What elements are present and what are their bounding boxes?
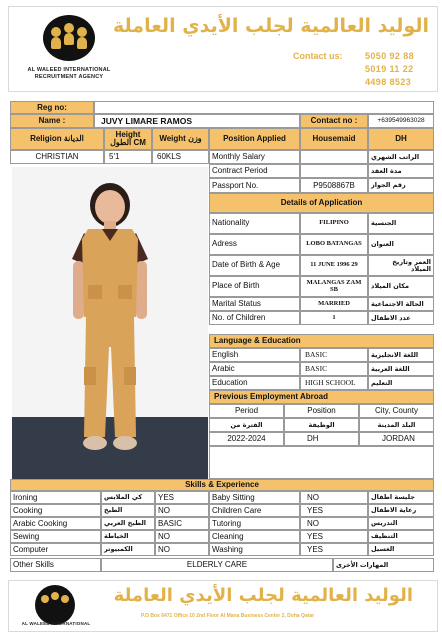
application-field-label: Adress bbox=[209, 234, 300, 255]
application-field-arabic: الحالة الاجتماعية bbox=[368, 297, 434, 311]
page-header bbox=[8, 6, 438, 92]
skills-heading: Skills & Experience bbox=[10, 479, 434, 491]
passport-no-arabic: رقم الجواز bbox=[368, 178, 434, 193]
application-field-label: Place of Birth bbox=[209, 276, 300, 297]
footer-arabic-title: الوليد العالمية لجلب الأيدي العاملة bbox=[113, 585, 413, 606]
employment-column-header: Period bbox=[209, 404, 284, 418]
application-field-label: No. of Children bbox=[209, 311, 300, 325]
skill-value: NO bbox=[300, 517, 368, 530]
religion-header: Religion الديانة bbox=[10, 128, 104, 150]
position-value: Housemaid bbox=[300, 128, 368, 150]
logo-text-line2: RECRUITMENT AGENCY bbox=[34, 74, 104, 80]
employment-column-header: Position bbox=[284, 404, 359, 418]
logo-text-line1: AL WALEED INTERNATIONAL bbox=[27, 67, 111, 73]
skill-value: YES bbox=[300, 530, 368, 543]
phone-2: 5019 11 22 bbox=[365, 64, 414, 74]
position-applied-header: Position Applied bbox=[209, 128, 300, 150]
other-skills-value: ELDERLY CARE bbox=[101, 558, 333, 572]
applicant-photo bbox=[12, 167, 208, 479]
height-header-sub: الطول CM bbox=[110, 138, 146, 147]
page-footer bbox=[8, 580, 438, 632]
height-value: 5'1 bbox=[104, 150, 152, 164]
contact-no-value: +639549963028 bbox=[368, 114, 434, 128]
skill-label: Cooking bbox=[10, 504, 101, 517]
application-field-value: 11 JUNE 1996 29 bbox=[300, 255, 368, 276]
religion-value: CHRISTIAN bbox=[10, 150, 104, 164]
application-field-value: MALANGAS ZAM SB bbox=[300, 276, 368, 297]
language-field-arabic: اللغة العربية bbox=[368, 362, 434, 376]
skill-label: Washing bbox=[209, 543, 300, 556]
application-field-label: Nationality bbox=[209, 213, 300, 234]
phone-3: 4498 8523 bbox=[365, 77, 412, 87]
application-field-label: Marital Status bbox=[209, 297, 300, 311]
skill-value: YES bbox=[155, 491, 209, 504]
skill-arabic: التنظيف bbox=[368, 530, 434, 543]
monthly-salary-arabic: الراتب الشهري bbox=[368, 150, 434, 164]
skill-arabic: التدريس bbox=[368, 517, 434, 530]
language-field-arabic: اللغة الانجليزية bbox=[368, 348, 434, 362]
skill-label: Computer bbox=[10, 543, 101, 556]
application-field-arabic: العنوان bbox=[368, 234, 434, 255]
skill-value: NO bbox=[300, 491, 368, 504]
name-label: Name : bbox=[10, 114, 94, 128]
skill-arabic: الطبخ العربي bbox=[101, 517, 155, 530]
application-field-arabic: العمر وتاريخ الميلاد bbox=[368, 255, 434, 276]
employment-cell: JORDAN bbox=[359, 432, 434, 446]
skill-value: BASIC bbox=[155, 517, 209, 530]
employment-cell: DH bbox=[284, 432, 359, 446]
height-header-label: Height bbox=[115, 129, 141, 139]
other-skills-arabic: المهارات الأخرى bbox=[333, 558, 434, 572]
position-code: DH bbox=[368, 128, 434, 150]
skill-label: Arabic Cooking bbox=[10, 517, 101, 530]
skill-label: Children Care bbox=[209, 504, 300, 517]
application-field-value: FILIPINO bbox=[300, 213, 368, 234]
skill-value: YES bbox=[300, 504, 368, 517]
contact-no-label: Contact no : bbox=[300, 114, 368, 128]
passport-no-value: P9508867B bbox=[300, 178, 368, 193]
language-field-value: HIGH SCHOOL bbox=[300, 376, 368, 390]
contract-period-label: Contract Period bbox=[209, 164, 300, 178]
weight-header: Weight وزن bbox=[152, 128, 209, 150]
agency-logo bbox=[13, 11, 125, 89]
language-field-value: BASIC bbox=[300, 348, 368, 362]
weight-value: 60KLS bbox=[152, 150, 209, 164]
employment-heading: Previous Employment Abroad bbox=[209, 390, 434, 404]
skill-value: NO bbox=[155, 530, 209, 543]
employment-cell: 2022-2024 bbox=[209, 432, 284, 446]
application-field-arabic: الجنسية bbox=[368, 213, 434, 234]
language-field-label: Arabic bbox=[209, 362, 300, 376]
reg-no-value bbox=[94, 101, 434, 114]
employment-column-header-arabic: الوظيفة bbox=[284, 418, 359, 432]
monthly-salary-value bbox=[300, 150, 368, 164]
skill-arabic: الطبخ bbox=[101, 504, 155, 517]
skill-label: Baby Sitting bbox=[209, 491, 300, 504]
details-of-application-heading: Details of Application bbox=[209, 193, 434, 213]
employment-column-header-arabic: البلد المدينة bbox=[359, 418, 434, 432]
skill-arabic: الغسيل bbox=[368, 543, 434, 556]
application-field-value: 1 bbox=[300, 311, 368, 325]
employment-empty-area bbox=[209, 446, 434, 479]
footer-logo-icon bbox=[35, 585, 75, 625]
skill-value: NO bbox=[155, 543, 209, 556]
passport-no-label: Passport No. bbox=[209, 178, 300, 193]
name-value: JUVY LIMARE RAMOS bbox=[94, 114, 300, 128]
logo-emblem-icon bbox=[43, 15, 95, 61]
language-field-arabic: التعليم bbox=[368, 376, 434, 390]
contract-period-arabic: مدة العقد bbox=[368, 164, 434, 178]
application-field-arabic: عدد الاطفال bbox=[368, 311, 434, 325]
skill-arabic: كي الملابس bbox=[101, 491, 155, 504]
application-field-value: MARRIED bbox=[300, 297, 368, 311]
skill-arabic: الكمبيوتر bbox=[101, 543, 155, 556]
employment-column-header: City, County bbox=[359, 404, 434, 418]
agency-arabic-title: الوليد العالمية لجلب الأيدي العاملة bbox=[113, 15, 429, 37]
skill-value: YES bbox=[300, 543, 368, 556]
other-skills-label: Other Skills bbox=[10, 558, 101, 572]
height-header bbox=[104, 128, 152, 150]
phone-1: 5050 92 88 bbox=[365, 51, 415, 61]
reg-no-label: Reg no: bbox=[10, 101, 94, 114]
footer-logo-text: AL WALEED INTERNATIONAL bbox=[21, 621, 91, 626]
skill-arabic: الخياطة bbox=[101, 530, 155, 543]
employment-column-header-arabic: الفترة من bbox=[209, 418, 284, 432]
applicant-figure-icon bbox=[12, 167, 208, 479]
skill-value: NO bbox=[155, 504, 209, 517]
contract-period-value bbox=[300, 164, 368, 178]
language-education-heading: Language & Education bbox=[209, 334, 434, 348]
skill-arabic: رعاية الاطفال bbox=[368, 504, 434, 517]
monthly-salary-label: Monthly Salary bbox=[209, 150, 300, 164]
contact-label: Contact us: bbox=[293, 51, 343, 61]
application-field-arabic: مكان الميلاد bbox=[368, 276, 434, 297]
skill-label: Ironing bbox=[10, 491, 101, 504]
skill-arabic: جليسة اطفال bbox=[368, 491, 434, 504]
skill-label: Cleaning bbox=[209, 530, 300, 543]
language-field-label: English bbox=[209, 348, 300, 362]
skill-label: Tutoring bbox=[209, 517, 300, 530]
application-field-value: LOBO BATANGAS bbox=[300, 234, 368, 255]
language-field-label: Education bbox=[209, 376, 300, 390]
footer-address: P.O Box 6471 Office 10 2nd Floor Al Mana Business Center 2, Doha Qatar bbox=[141, 613, 315, 619]
skill-label: Sewing bbox=[10, 530, 101, 543]
language-field-value: BASIC bbox=[300, 362, 368, 376]
application-field-label: Date of Birth & Age bbox=[209, 255, 300, 276]
